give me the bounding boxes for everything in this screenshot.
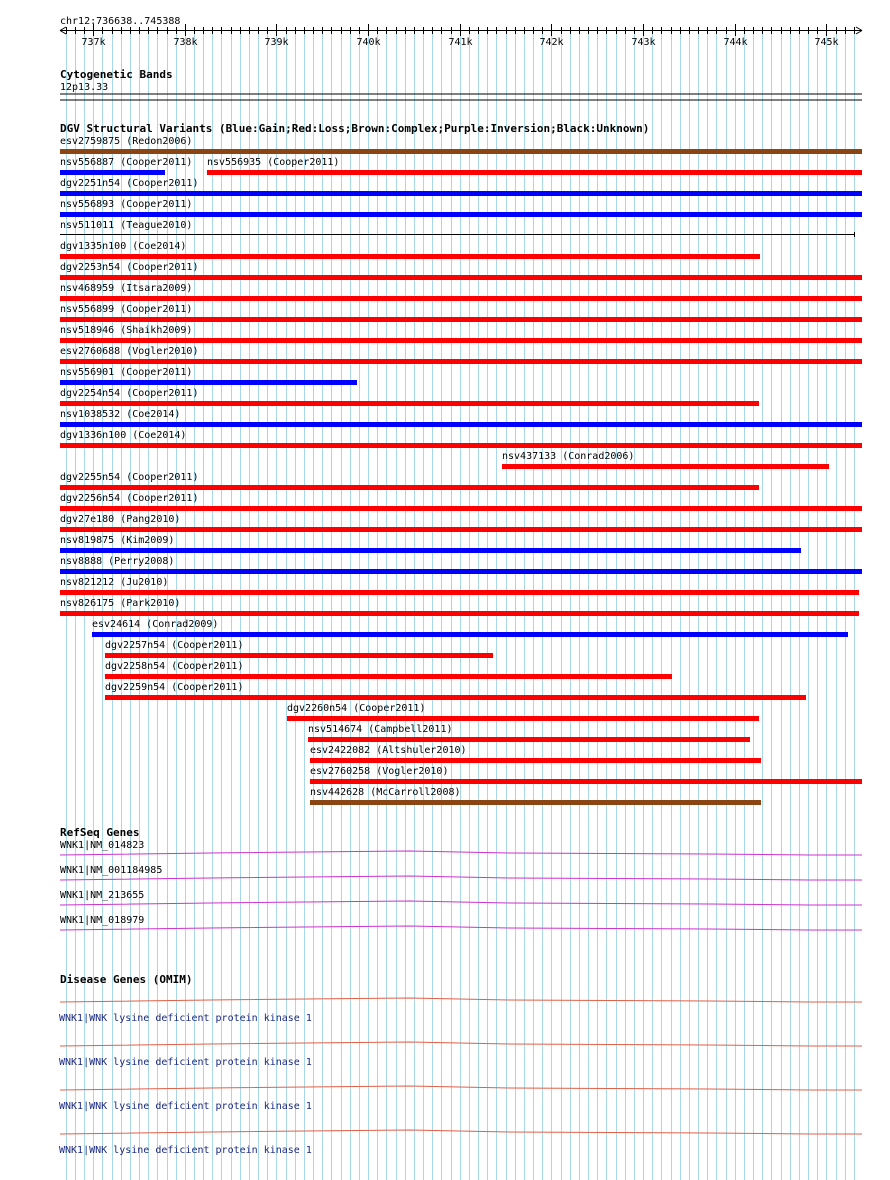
ruler-tick-label: 737k [81, 37, 106, 48]
variant-bar [310, 758, 761, 763]
ruler-tick-label: 743k [631, 37, 656, 48]
variant-label: dgv1336n100 (Coe2014) [60, 430, 187, 441]
ruler-tick-label: 738k [173, 37, 198, 48]
variant-bar [105, 695, 806, 700]
omim-track-title: Disease Genes (OMIM) [60, 973, 193, 986]
variant-bar [105, 653, 493, 658]
variant-bar [60, 317, 862, 322]
variant-bar [60, 338, 862, 343]
variant-bar [60, 506, 862, 511]
variant-label: nsv556899 (Cooper2011) [60, 304, 193, 315]
ruler-tick-label: 741k [448, 37, 473, 48]
ruler-tick-label: 740k [356, 37, 381, 48]
variant-label: esv24614 (Conrad2009) [92, 619, 219, 630]
variant-bar [60, 149, 862, 154]
variant-bar [60, 254, 760, 259]
variant-label: dgv2251n54 (Cooper2011) [60, 178, 199, 189]
variant-label: nsv437133 (Conrad2006) [502, 451, 635, 462]
variant-label: dgv2253n54 (Cooper2011) [60, 262, 199, 273]
variant-label: dgv2257n54 (Cooper2011) [105, 640, 244, 651]
region-label: chr12:736638..745388 [60, 16, 181, 27]
variant-bar [502, 464, 829, 469]
variant-bar [308, 737, 750, 742]
variant-label: esv2422082 (Altshuler2010) [310, 745, 467, 756]
gene-label: WNK1|NM_014823 [60, 840, 145, 851]
variant-label: dgv2258n54 (Cooper2011) [105, 661, 244, 672]
variant-label: dgv2260n54 (Cooper2011) [287, 703, 426, 714]
variant-bar [60, 380, 357, 385]
ruler-tick-label: 742k [539, 37, 564, 48]
ruler-tick-label: 745k [814, 37, 839, 48]
variant-bar [60, 548, 801, 553]
variant-label: dgv2259n54 (Cooper2011) [105, 682, 244, 693]
variant-label: esv2760258 (Vogler2010) [310, 766, 449, 777]
gene-label: WNK1|NM_001184985 [60, 865, 163, 876]
variant-label: esv2759875 (Redon2006) [60, 136, 193, 147]
variant-bar [60, 275, 862, 280]
variant-bar [60, 422, 862, 427]
variant-bar [60, 401, 759, 406]
cytoband-track-title: Cytogenetic Bands [60, 68, 173, 81]
variant-label: nsv442628 (McCarroll2008) [310, 787, 461, 798]
variant-bar [60, 212, 862, 217]
omim-gene-label: WNK1|WNK lysine deficient protein kinase 1 [59, 1013, 312, 1024]
variant-label: nsv514674 (Campbell2011) [308, 724, 453, 735]
variant-bar [60, 590, 859, 595]
variant-label: nsv826175 (Park2010) [60, 598, 181, 609]
gene-label: WNK1|NM_018979 [60, 915, 145, 926]
variant-label: nsv518946 (Shaikh2009) [60, 325, 193, 336]
variant-bar [287, 716, 759, 721]
variant-bar [105, 674, 672, 679]
variant-label: dgv2255n54 (Cooper2011) [60, 472, 199, 483]
variant-label: dgv1335n100 (Coe2014) [60, 241, 187, 252]
variant-bar [60, 191, 862, 196]
variant-label: dgv2254n54 (Cooper2011) [60, 388, 199, 399]
variant-bar [60, 296, 862, 301]
variant-label: nsv556893 (Cooper2011) [60, 199, 193, 210]
variant-bar [310, 779, 862, 784]
variant-label: dgv27e180 (Pang2010) [60, 514, 181, 525]
variant-bar [310, 800, 761, 805]
variant-bar [207, 170, 862, 175]
variant-label: nsv556887 (Cooper2011) [60, 157, 193, 168]
gene-label: WNK1|NM_213655 [60, 890, 145, 901]
variant-label: nsv1038532 (Coe2014) [60, 409, 181, 420]
variant-label: nsv556901 (Cooper2011) [60, 367, 193, 378]
position-ruler [60, 24, 862, 48]
ruler-tick-label: 744k [723, 37, 748, 48]
variant-label: nsv556935 (Cooper2011) [207, 157, 340, 168]
variant-label: nsv511011 (Teague2010) [60, 220, 193, 231]
omim-gene-label: WNK1|WNK lysine deficient protein kinase 1 [59, 1145, 312, 1156]
variant-label: nsv819875 (Kim2009) [60, 535, 175, 546]
refseq-track-title: RefSeq Genes [60, 826, 140, 839]
omim-gene-label: WNK1|WNK lysine deficient protein kinase 1 [59, 1101, 312, 1112]
variant-bar [60, 527, 862, 532]
variant-label: nsv468959 (Itsara2009) [60, 283, 193, 294]
variant-bar [92, 632, 848, 637]
variant-bar [60, 485, 759, 490]
variant-label: esv2760688 (Vogler2010) [60, 346, 199, 357]
variant-bar [60, 359, 862, 364]
ruler-tick-label: 739k [264, 37, 289, 48]
variant-label: nsv8888 (Perry2008) [60, 556, 175, 567]
variant-label: nsv821212 (Ju2010) [60, 577, 169, 588]
variant-bar [60, 569, 862, 574]
variant-label: dgv2256n54 (Cooper2011) [60, 493, 199, 504]
variant-bar [60, 170, 165, 175]
variant-bar [60, 443, 862, 448]
dgv-track-title: DGV Structural Variants (Blue:Gain;Red:Loss;Brown:Complex;Purple:Inversion;Black:Unknown) [60, 122, 650, 135]
variant-bar [60, 611, 859, 616]
cytoband-label: 12p13.33 [60, 82, 109, 93]
omim-gene-label: WNK1|WNK lysine deficient protein kinase 1 [59, 1057, 312, 1068]
